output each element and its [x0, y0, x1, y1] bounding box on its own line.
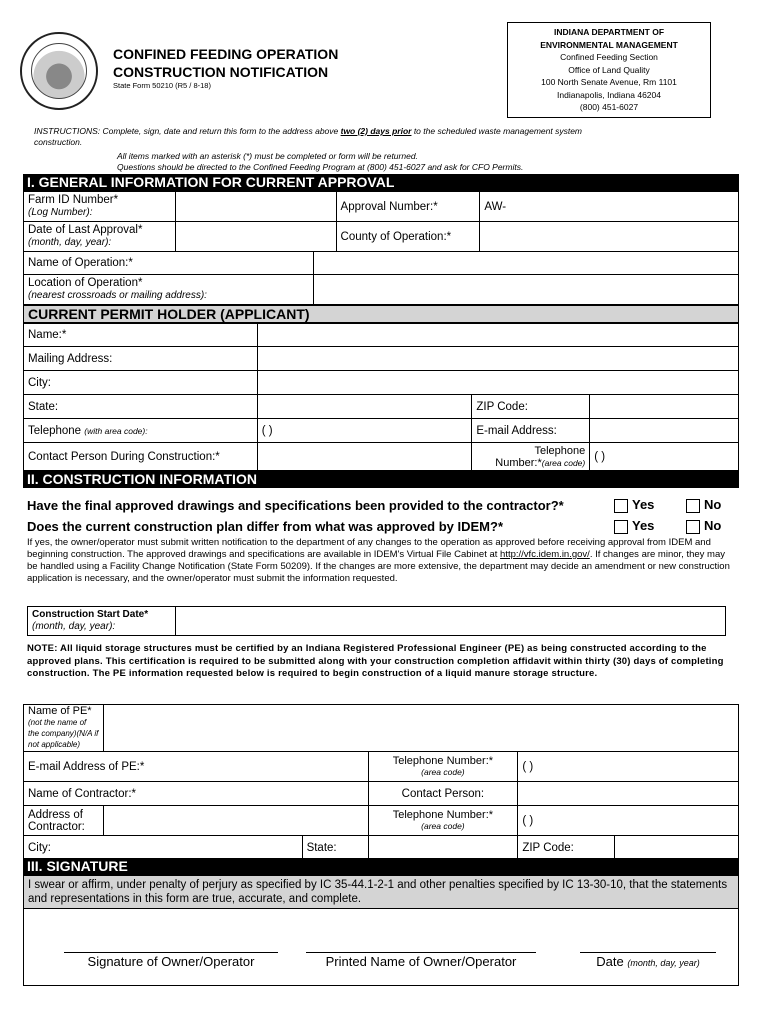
- question-plan-differs: Does the current construction plan differ from what was approved by IDEM?*: [27, 519, 504, 534]
- contractor-city-label: City:: [24, 836, 303, 860]
- instructions-deadline: two (2) days prior: [340, 126, 412, 136]
- phone-parens: ( ): [261, 424, 273, 437]
- agency-phone: (800) 451-6027: [579, 102, 639, 112]
- start-date-input[interactable]: [175, 607, 725, 636]
- instructions-questions-note: Questions should be directed to the Confined Feeding Program at (800) 451-6027 and ask for CFO Permits.: [117, 162, 524, 172]
- holder-name-label: Name:*: [24, 323, 258, 347]
- form-number: State Form 50210 (R5 / 8-18): [113, 81, 211, 90]
- telephone-input[interactable]: [257, 419, 472, 443]
- zip-input[interactable]: [590, 395, 739, 419]
- state-seal: [20, 32, 98, 110]
- agency-name-2: ENVIRONMENTAL MANAGEMENT: [540, 39, 678, 50]
- contractor-phone-parens: ( ): [522, 814, 534, 827]
- name-of-operation-input[interactable]: [313, 252, 738, 275]
- pe-contractor-table: [23, 704, 739, 860]
- contractor-address-label: Address of Contractor:: [24, 806, 104, 836]
- contractor-name-label: Name of Contractor:*: [24, 782, 369, 806]
- mailing-address-label: Mailing Address:: [24, 347, 258, 371]
- date-label: Date (month, day, year): [596, 954, 700, 969]
- agency-section: Confined Feeding Section: [560, 52, 658, 62]
- contractor-contact-label: Contact Person:: [368, 782, 518, 806]
- pe-phone-parens: ( ): [522, 760, 534, 773]
- email-input[interactable]: [590, 419, 739, 443]
- farm-id-input[interactable]: [175, 192, 336, 222]
- q2-no-checkbox[interactable]: [686, 520, 700, 534]
- city-label: City:: [24, 371, 258, 395]
- approval-prefix: AW-: [484, 200, 507, 213]
- agency-street: 100 North Senate Avenue, Rm 1101: [541, 77, 677, 87]
- question-drawings-provided: Have the final approved drawings and specifications been provided to the contractor?*: [27, 498, 564, 513]
- title-line-1: CONFINED FEEDING OPERATION: [113, 46, 339, 62]
- section-2-heading: II. CONSTRUCTION INFORMATION: [23, 471, 739, 488]
- instructions-asterisk-note: All items marked with an asterisk (*) must be completed or form will be returned.: [117, 151, 418, 161]
- instructions-line2: construction.: [34, 137, 83, 147]
- form-title: [113, 45, 338, 81]
- general-info-table: [23, 191, 739, 305]
- holder-name-input[interactable]: [257, 323, 738, 347]
- contractor-telephone-label: Telephone Number:* (area code): [368, 806, 518, 836]
- city-input[interactable]: [257, 371, 738, 395]
- contact-person-label: Contact Person During Construction:*: [24, 443, 258, 471]
- pe-note: NOTE: All liquid storage structures must be certified by an Indiana Registered Professional Engineer (PE) as being constructed according to the approved plans. This certification is required to be submitted along with your construction completion affidavit within thirty (30) days of completing construction. The PE information requested below is required to begin construction of a liquid manure storage structure.: [27, 643, 724, 679]
- contact-person-input[interactable]: [257, 443, 472, 471]
- contact-phone-parens: ( ): [594, 450, 606, 463]
- contact-telephone-label: Telephone Number:*(area code): [472, 443, 590, 471]
- farm-id-label: Farm ID Number* (Log Number):: [24, 192, 176, 222]
- q2-no-option[interactable]: No: [686, 518, 721, 534]
- owner-signature-line[interactable]: [64, 952, 278, 953]
- owner-signature-label: Signature of Owner/Operator: [87, 954, 255, 969]
- q1-no-option[interactable]: No: [686, 497, 721, 513]
- pe-telephone-input[interactable]: [518, 752, 739, 782]
- name-of-operation-label: Name of Operation:*: [24, 252, 314, 275]
- contractor-address-input[interactable]: [103, 806, 368, 836]
- approval-number-input[interactable]: [480, 192, 739, 222]
- section-3-heading: III. SIGNATURE: [23, 858, 739, 875]
- pe-name-input[interactable]: [103, 705, 738, 752]
- instructions-tail: to the scheduled waste management system: [411, 126, 583, 136]
- instructions-lead: INSTRUCTIONS: Complete, sign, date and return this form to the address above: [34, 126, 341, 136]
- county-input[interactable]: [480, 222, 739, 252]
- agency-office: Office of Land Quality: [568, 64, 650, 75]
- q2-yes-checkbox[interactable]: [614, 520, 628, 534]
- agency-box: [507, 22, 711, 118]
- state-input[interactable]: [257, 395, 472, 419]
- signature-area: [23, 908, 739, 986]
- approval-number-label: Approval Number:*: [336, 192, 480, 222]
- date-line[interactable]: [580, 952, 716, 953]
- location-label: Location of Operation* (nearest crossroads or mailing address):: [24, 275, 314, 305]
- printed-name-label: Printed Name of Owner/Operator: [325, 954, 517, 969]
- contractor-state-label: State:: [302, 836, 368, 860]
- contractor-telephone-input[interactable]: [518, 806, 739, 836]
- pe-email-label: E-mail Address of PE:*: [24, 752, 369, 782]
- agency-city: Indianapolis, Indiana 46204: [557, 89, 661, 100]
- contractor-zip-label: ZIP Code:: [518, 836, 615, 860]
- permit-holder-table: [23, 322, 739, 471]
- printed-name-line[interactable]: [306, 952, 536, 953]
- title-line-2: CONSTRUCTION NOTIFICATION: [113, 64, 329, 80]
- start-date-table: [27, 606, 726, 636]
- county-label: County of Operation:*: [336, 222, 480, 252]
- change-instructions: If yes, the owner/operator must submit written notification to the department of any changes to the operation as approved before receiving approval from IDEM and beginning construction. The approved drawings and specifications are available in IDEM's Virtual File Cabinet at http://vfc.idem.in.gov/. If changes are minor, they may be handled using a Facility Change Notification (State Form 50209). If the changes are more extensive, the department may decide an amendment or new construction application is necessary, and the owner/operator must submit the information requested.: [27, 537, 730, 584]
- pe-name-label: Name of PE* (not the name of the company)(N/A if not applicable): [24, 705, 104, 752]
- email-label: E-mail Address:: [472, 419, 590, 443]
- vfc-link[interactable]: http://vfc.idem.in.gov/: [500, 549, 590, 560]
- contractor-state-input[interactable]: [368, 836, 518, 860]
- section-1-heading: I. GENERAL INFORMATION FOR CURRENT APPROVAL: [23, 174, 739, 191]
- zip-label: ZIP Code:: [472, 395, 590, 419]
- seal-emblem-icon: [31, 43, 87, 99]
- date-last-approval-input[interactable]: [175, 222, 336, 252]
- location-input[interactable]: [313, 275, 738, 305]
- contact-telephone-input[interactable]: [590, 443, 739, 471]
- telephone-label: Telephone (with area code):: [24, 419, 258, 443]
- contractor-contact-input[interactable]: [518, 782, 739, 806]
- instructions-notes: [117, 151, 523, 173]
- permit-holder-heading: CURRENT PERMIT HOLDER (APPLICANT): [23, 305, 739, 324]
- q1-yes-option[interactable]: Yes: [614, 497, 654, 513]
- agency-name-1: INDIANA DEPARTMENT OF: [553, 27, 665, 37]
- instructions: [34, 126, 734, 148]
- state-label: State:: [24, 395, 258, 419]
- oath-statement: I swear or affirm, under penalty of perjury as specified by IC 35-44.1-2-1 and other penalties specified by IC 13-30-10, that the statements and representations in this form are true, accurate, and complete.: [23, 875, 739, 909]
- q1-no-checkbox[interactable]: [686, 499, 700, 513]
- mailing-address-input[interactable]: [257, 347, 738, 371]
- start-date-label: Construction Start Date* (month, day, year):: [28, 607, 176, 636]
- q1-yes-checkbox[interactable]: [614, 499, 628, 513]
- q2-yes-option[interactable]: Yes: [614, 518, 654, 534]
- contractor-zip-input[interactable]: [615, 836, 739, 860]
- pe-telephone-label: Telephone Number:* (area code): [368, 752, 518, 782]
- date-last-approval-label: Date of Last Approval* (month, day, year):: [24, 222, 176, 252]
